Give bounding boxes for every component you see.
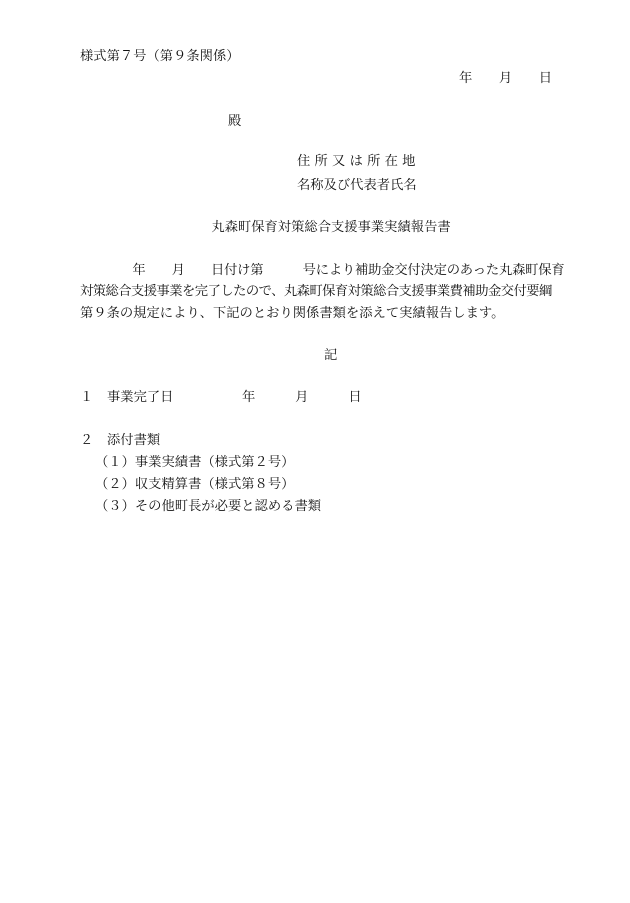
applicant-name-label: 名称及び代表者氏名 (297, 178, 417, 193)
attachment-item: （２）収支精算書（様式第８号） (95, 477, 295, 492)
report-date-blank: 年 月 日 (459, 71, 553, 86)
applicant-address-label: 住 所 又 は 所 在 地 (297, 154, 416, 169)
item-number: １ (80, 390, 94, 405)
attachment-item: （３）その他町長が必要と認める書類 (95, 499, 322, 514)
body-line: 対策総合支援事業を完了したので、丸森町保育対策総合支援事業費補助金交付要綱 (80, 284, 552, 299)
document-title: 丸森町保育対策総合支援事業実績報告書 (211, 220, 451, 235)
addressee-honorific: 殿 (228, 114, 242, 129)
form-number: 様式第７号（第９条関係） (80, 49, 240, 64)
completion-date-blank: 年 月 日 (242, 390, 362, 405)
item-number: ２ (80, 433, 94, 448)
ki-notation-mark: 記 (324, 348, 338, 363)
item-label: 添付書類 (107, 433, 161, 448)
item-label: 事業完了日 (107, 390, 174, 405)
body-line: 年 月 日付け第 号により補助金交付決定のあった丸森町保育 (80, 263, 565, 278)
body-line: 第９条の規定により、下記のとおり関係書類を添えて実績報告します。 (80, 306, 505, 321)
attachment-item: （１）事業実績書（様式第２号） (95, 455, 295, 470)
